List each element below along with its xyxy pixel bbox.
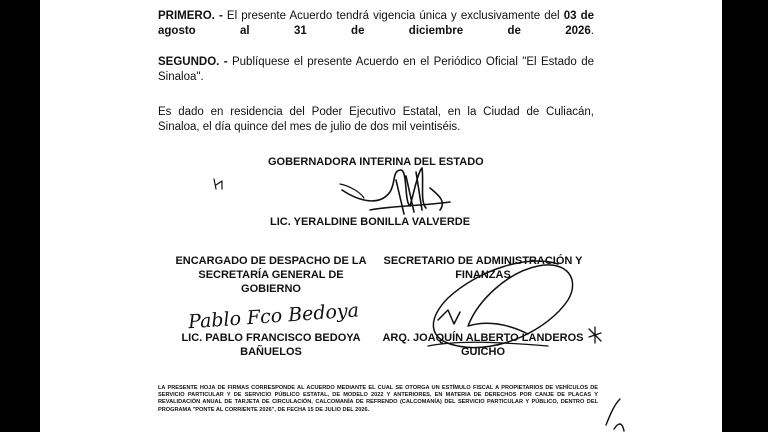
document-page (40, 0, 722, 432)
handwritten-bedoya: Pablo Fco Bedoya (187, 299, 360, 334)
primero-dates: 03 de agosto al 31 de diciembre de 2026 (158, 10, 595, 37)
governor-name: LIC. YERALDINE BONILLA VALVERDE (270, 216, 471, 228)
left-signatory-title-line-1: ENCARGADO DE DESPACHO DE LA (175, 255, 367, 267)
left-signatory-name-line-1: LIC. PABLO FRANCISCO BEDOYA (181, 332, 361, 344)
closing-paragraph: Es dado en residencia del Poder Ejecutivo Estatal, en la Ciudad de Culiacán, Sinaloa, el día quince del mes de julio de dos mil veintiséis. (158, 106, 594, 133)
segundo-label: SEGUNDO. - (158, 56, 228, 68)
left-signatory-title-line-2: SECRETARÍA GENERAL DE (198, 269, 344, 281)
primero-text: El presente Acuerdo tendrá vigencia única y exclusivamente del (226, 10, 560, 22)
signature-page-footer-note: LA PRESENTE HOJA DE FIRMAS CORRESPONDE AL ACUERDO MEDIANTE EL CUAL SE OTORGA UN ESTÍMULO FISCAL A PROPIETARIOS DE VEHÍCULOS DE SERVICIO PARTICULAR Y DE SERVICIO PÚBLICO ESTATAL, DE MODELO 2022 Y ANTERIORES, EN MATERIA DE DERECHOS POR CANJE DE PLACAS Y REVALIDACIÓN ANUAL DE TARJETA DE CIRCULACIÓN, CALCOMANÍA DE REFRENDO (CALCOMANÍA) DEL SERVICIO PARTICULAR Y PÚBLICO, DENTRO DEL PROGRAMA "PONTE AL CORRIENTE 2026", DE FECHA 15 DE JULIO DEL 2026. (158, 385, 598, 413)
right-signatory-title-line-1: SECRETARIO DE ADMINISTRACIÓN Y (383, 255, 583, 267)
governor-signature (330, 162, 470, 222)
article-primero (158, 9, 594, 39)
article-segundo (158, 55, 594, 85)
governor-title: GOBERNADORA INTERINA DEL ESTADO (268, 156, 484, 168)
segundo-text: Publíquese el presente Acuerdo en el Periódico Oficial "El Estado de Sinaloa". (158, 56, 594, 83)
primero-label: PRIMERO. - (158, 10, 223, 22)
margin-initial-left (210, 175, 230, 195)
right-signatory-title-line-2: FINANZAS (455, 269, 511, 281)
right-black-border (722, 0, 768, 432)
right-signatory-name-line-2: GUICHO (461, 346, 505, 358)
margin-initial-right (585, 325, 605, 345)
left-black-border (0, 0, 40, 432)
left-signatory-name-line-2: BAÑUELOS (240, 346, 302, 358)
primero-period: . (590, 25, 594, 37)
left-signatory-title-line-3: GOBIERNO (241, 283, 301, 295)
right-signatory-name-line-1: ARQ. JOAQUÍN ALBERTO LANDEROS (382, 332, 584, 344)
bottom-right-initial (600, 395, 630, 432)
